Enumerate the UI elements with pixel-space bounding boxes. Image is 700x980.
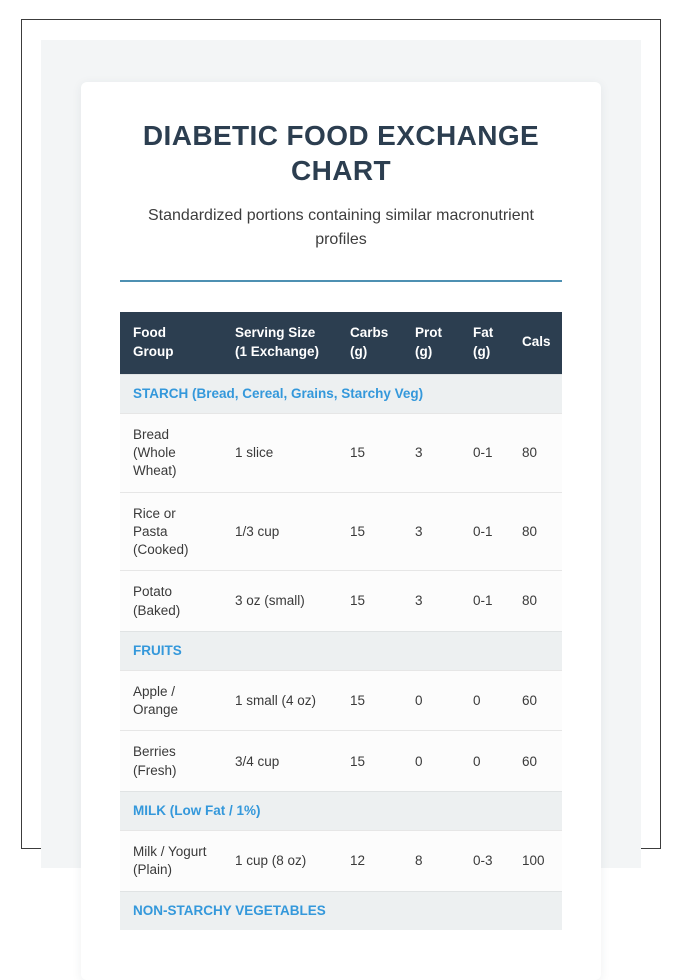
- cals-cell: 80: [509, 414, 562, 493]
- page-title: DIABETIC FOOD EXCHANGE CHART: [142, 120, 540, 186]
- food-group-cell: Bread (Whole Wheat): [120, 414, 222, 493]
- serving-size-cell: 1/3 cup: [222, 492, 337, 571]
- carbs-cell: 15: [337, 731, 402, 791]
- fat-cell: 0-1: [460, 414, 509, 493]
- table-body: [120, 374, 562, 929]
- carbs-cell: 15: [337, 492, 402, 571]
- cals-cell: 60: [509, 670, 562, 730]
- serving-size-cell: 1 small (4 oz): [222, 670, 337, 730]
- fat-cell: 0-3: [460, 831, 509, 891]
- carbs-cell: 12: [337, 831, 402, 891]
- section-header-row: [120, 891, 562, 930]
- food-exchange-table: [120, 312, 562, 930]
- column-header-carbs: Carbs (g): [337, 312, 402, 374]
- cals-cell: 100: [509, 831, 562, 891]
- table-row: [120, 414, 562, 493]
- table-row: [120, 731, 562, 791]
- prot-cell: 0: [402, 670, 460, 730]
- prot-cell: 3: [402, 414, 460, 493]
- document-frame: [21, 19, 661, 918]
- table-row: [120, 571, 562, 631]
- food-group-cell: Berries (Fresh): [120, 731, 222, 791]
- serving-size-cell: 1 slice: [222, 414, 337, 493]
- serving-size-cell: 3 oz (small): [222, 571, 337, 631]
- prot-cell: 0: [402, 731, 460, 791]
- table-row: [120, 492, 562, 571]
- section-header-row: [120, 791, 562, 830]
- table-row: [120, 670, 562, 730]
- carbs-cell: 15: [337, 571, 402, 631]
- column-header-cals: Cals: [509, 312, 562, 374]
- fat-cell: 0-1: [460, 571, 509, 631]
- prot-cell: 8: [402, 831, 460, 891]
- fat-cell: 0: [460, 670, 509, 730]
- section-label: NON-STARCHY VEGETABLES: [120, 891, 562, 930]
- food-group-cell: Apple / Orange: [120, 670, 222, 730]
- section-label: STARCH (Bread, Cereal, Grains, Starchy Veg): [120, 374, 562, 413]
- cals-cell: 60: [509, 731, 562, 791]
- column-header-serving-size: Serving Size (1 Exchange): [222, 312, 337, 374]
- section-header-row: [120, 631, 562, 670]
- prot-cell: 3: [402, 492, 460, 571]
- cals-cell: 80: [509, 492, 562, 571]
- section-header-row: [120, 374, 562, 413]
- food-group-cell: Milk / Yogurt (Plain): [120, 831, 222, 891]
- column-header-fat: Fat (g): [460, 312, 509, 374]
- section-label: FRUITS: [120, 631, 562, 670]
- table-row: [120, 831, 562, 891]
- table-header-row: [120, 312, 562, 374]
- title-divider: [120, 280, 562, 282]
- table-header: [120, 312, 562, 374]
- prot-cell: 3: [402, 571, 460, 631]
- section-label: MILK (Low Fat / 1%): [120, 791, 562, 830]
- carbs-cell: 15: [337, 670, 402, 730]
- column-header-prot: Prot (g): [402, 312, 460, 374]
- serving-size-cell: 1 cup (8 oz): [222, 831, 337, 891]
- page-subtitle: Standardized portions containing similar macronutrient profiles: [148, 207, 534, 248]
- fat-cell: 0-1: [460, 492, 509, 571]
- cals-cell: 80: [509, 571, 562, 631]
- column-header-food-group: Food Group: [120, 312, 222, 374]
- chart-card: [81, 82, 601, 980]
- fat-cell: 0: [460, 731, 509, 791]
- food-group-cell: Rice or Pasta (Cooked): [120, 492, 222, 571]
- page-background-panel: [41, 40, 641, 918]
- food-group-cell: Potato (Baked): [120, 571, 222, 631]
- serving-size-cell: 3/4 cup: [222, 731, 337, 791]
- carbs-cell: 15: [337, 414, 402, 493]
